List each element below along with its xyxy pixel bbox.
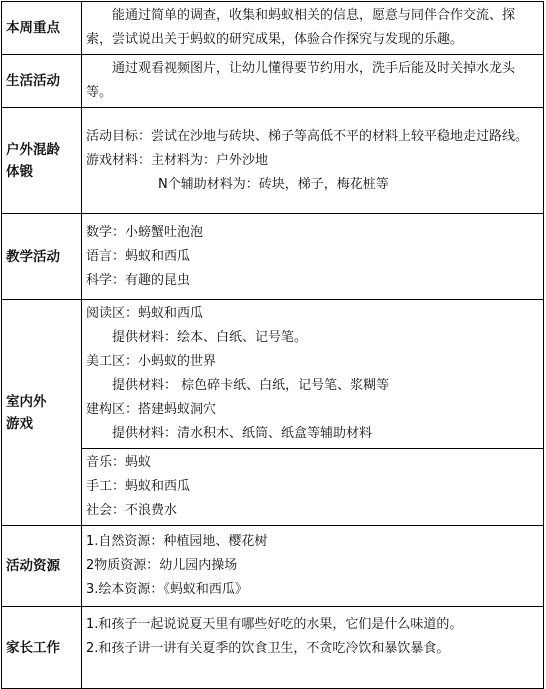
outdoor-materials-main: 游戏材料：主材料为：户外沙地 [86,152,269,168]
teaching-item: 语言：蚂蚁和西瓜 [86,248,191,264]
focus-text: 能通过简单的调查，收集和蚂蚁相关的信息，愿意与同伴合作交流、探索，尝试说出关于蚂蚁的研究成果，体验合作探究与发现的乐趣。 [86,8,516,47]
label-resources: 活动资源 [2,526,82,607]
area-name: 美工区：小蚂蚁的世界 [86,354,217,369]
area-name: 阅读区：蚂蚁和西瓜 [86,306,204,321]
label-life: 生活活动 [2,55,82,108]
content-outdoor [82,108,544,214]
outdoor-materials-aux: N个辅助材料为：砖块，梯子，梅花桩等 [158,176,389,192]
resource-item: 2物质资源：幼儿园内操场 [86,558,238,573]
other-activity: 手工：蚂蚁和西瓜 [86,479,191,494]
weekly-plan-table [1,1,544,689]
outdoor-goal: 活动目标：尝试在沙地与砖块、梯子等高低不平的材料上较平稳地走过路线。 [86,128,529,144]
row-focus [2,2,544,55]
content-focus [82,2,544,55]
label-outdoor-line1: 户外混龄 [6,141,60,158]
content-resources [82,526,544,607]
indoor-other-activities [82,448,543,523]
label-teaching: 教学活动 [2,214,82,300]
resource-item: 1.自然资源：种植园地、樱花树 [86,534,268,549]
teaching-item: 数学：小螃蟹吐泡泡 [86,224,204,240]
label-indoor [2,300,82,526]
label-focus: 本周重点 [2,2,82,55]
area-materials: 提供材料：绘本、白纸、记号笔。 [112,330,308,345]
parent-item: 1.和孩子一起说说夏天里有哪些好吃的水果，它们是什么味道的。 [86,617,463,632]
label-indoor-line2: 游戏 [6,415,33,432]
row-parents [2,607,544,689]
area-materials: 提供材料： 棕色碎卡纸、白纸，记号笔、浆糊等 [112,378,390,393]
row-outdoor [2,108,544,214]
other-activity: 音乐：蚂蚁 [86,455,152,470]
label-parents: 家长工作 [2,607,82,689]
content-parents [82,607,544,689]
label-outdoor [2,108,82,214]
content-teaching [82,214,544,300]
other-activity: 社会：不浪费水 [86,503,178,518]
row-life [2,55,544,108]
area-materials: 提供材料：清水积木、纸筒、纸盒等辅助材料 [112,426,373,441]
row-indoor [2,300,544,526]
row-resources [2,526,544,607]
label-outdoor-line2: 体锻 [6,163,33,180]
parent-item: 2.和孩子讲一讲有关夏季的饮食卫生，不贪吃冷饮和暴饮暴食。 [86,641,450,656]
life-text: 通过观看视频图片，让幼儿懂得要节约用水，洗手后能及时关掉水龙头等。 [86,61,516,100]
resource-item: 3.绘本资源：《蚂蚁和西瓜》 [86,582,248,597]
area-name: 建构区：搭建蚂蚁洞穴 [86,402,217,417]
teaching-item: 科学：有趣的昆虫 [86,272,191,288]
content-life [82,55,544,108]
content-indoor [82,300,544,526]
label-indoor-line1: 室内外 [6,393,47,410]
row-teaching [2,214,544,300]
